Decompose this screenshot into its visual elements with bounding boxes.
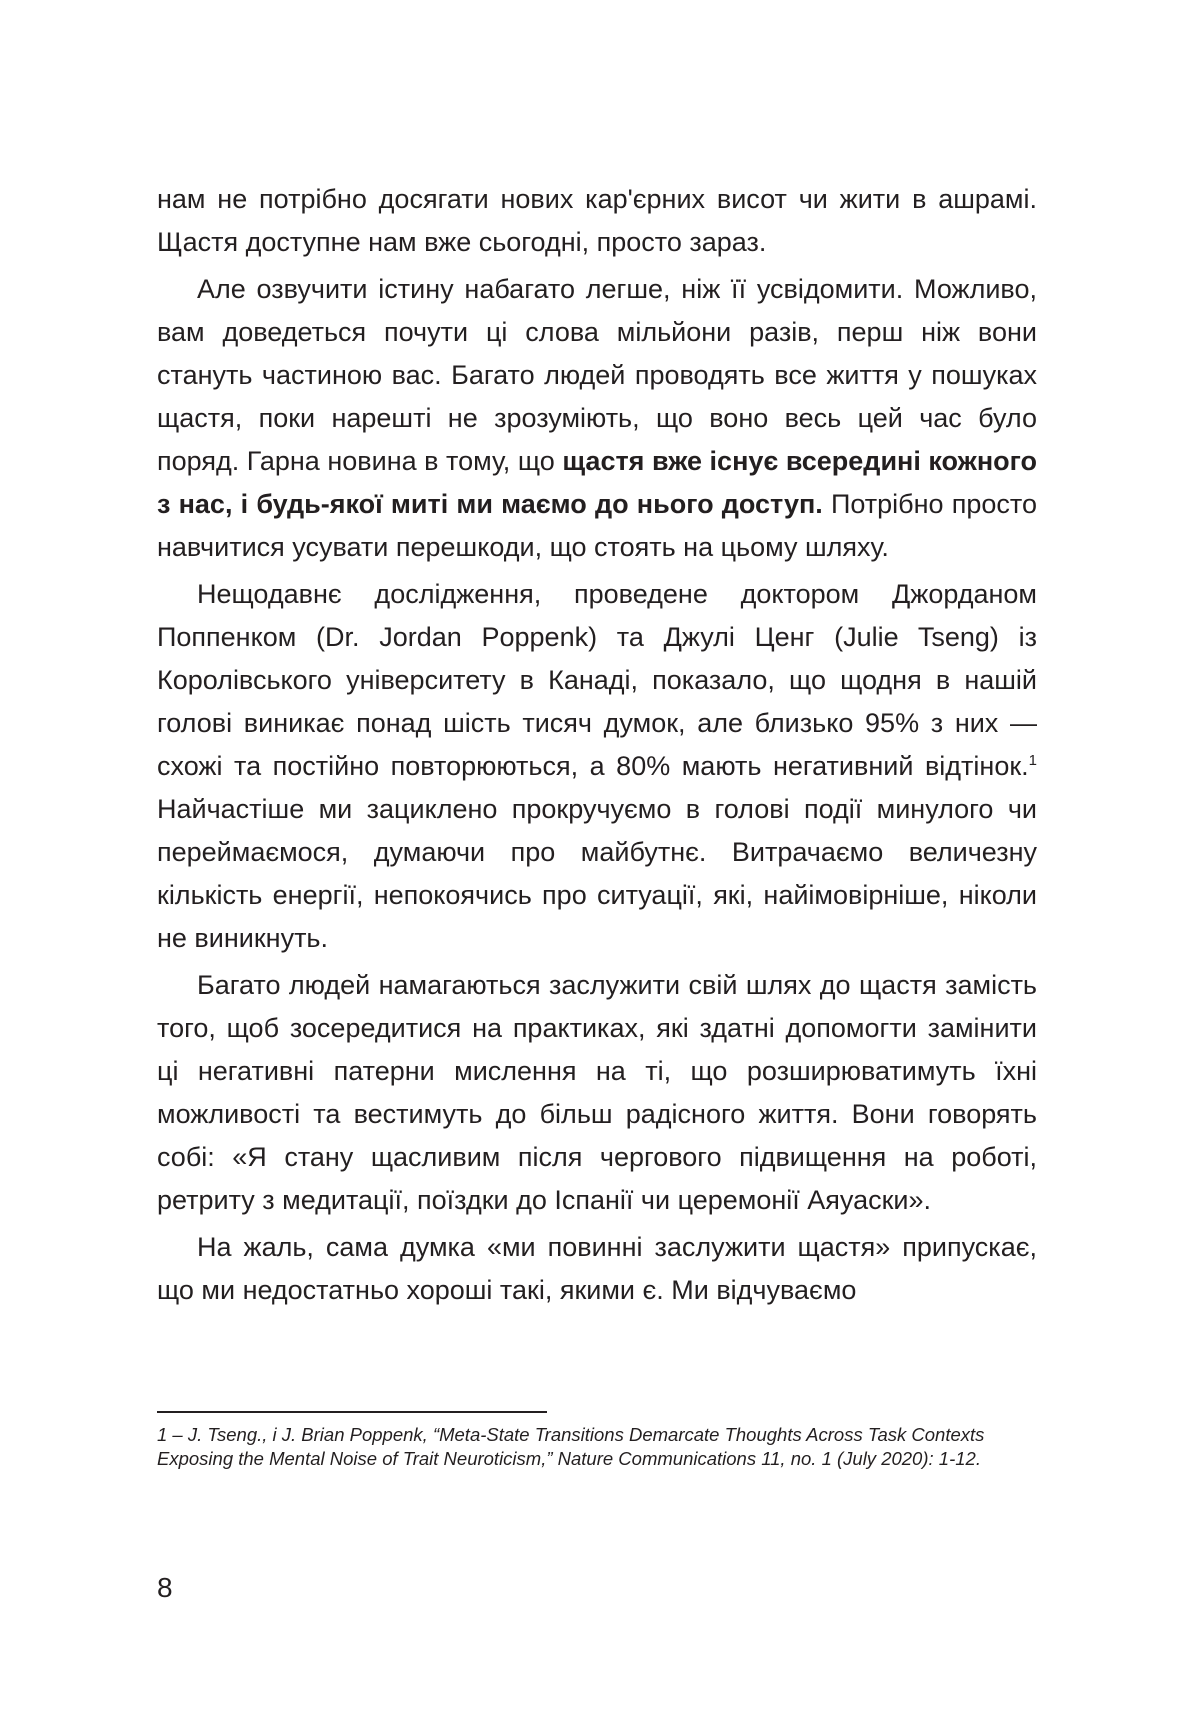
paragraph-4: Багато людей намагаються заслужити свій шлях до щастя замість того, щоб зосередитися на практиках, які здатні допомогти замінити ці негативні патерни мислення на ті, що розширюватимуть їхні можливості та вестимуть до більш радісного життя. Вони говорять собі: «Я стану щасливим після чергового підвищення на роботі, ретриту з медитації, поїздки до Іспанії чи церемонії Аяуаски». — [157, 970, 1037, 1215]
paragraph-3 — [157, 573, 1037, 960]
footnote-divider — [157, 1411, 547, 1413]
footnote-reference: 1 — [1028, 752, 1037, 769]
paragraph-1: нам не потрібно досягати нових кар'єрних висот чи жити в ашрамі. Щастя доступне нам вже сьогодні, просто зараз. — [157, 184, 1037, 257]
page-number: 8 — [157, 1572, 173, 1603]
paragraph-2-bold-text: щастя вже існує всередині кожного з нас, і будь-якої миті ми маємо до нього доступ. — [157, 446, 1038, 519]
footnote: 1 – J. Tseng., і J. Brian Poppenk, “Meta-State Transitions Demarcate Thoughts Across Task Contexts Exposing the Mental Noise of Trait Neuroticism,” Nature Communications 11, no. 1 (July 2020): 1-12. — [157, 1424, 985, 1469]
paragraph-2-text-a: Але озвучити істину набагато легше, ніж її усвідомити. Можливо, вам доведеться почути ці слова мільйони разів, перш ніж вони стануть частиною вас. Багато людей проводять все життя у пошуках щастя, поки нарешті не зрозуміють, що воно весь цей час було поряд. Гарна новина в тому, що — [157, 274, 1037, 476]
paragraph-5: На жаль, сама думка «ми повинні заслужити щастя» припускає, що ми недостатньо хороші такі, якими є. Ми відчуваємо — [157, 1232, 1037, 1305]
main-text — [157, 178, 1037, 1316]
paragraph-3-text-b: Найчастіше ми зациклено прокручуємо в голові події минулого чи переймаємося, думаючи про майбутнє. Витрачаємо величезну кількість енергії, непокоячись про ситуації, які, найімовірніше, ніколи не виникнуть. — [157, 794, 1037, 953]
paragraph-2-text-b: Потрібно просто навчитися усувати перешкоди, що стоять на цьому шляху. — [157, 489, 1037, 562]
paragraph-3-text-a: Нещодавнє дослідження, проведене доктором Джорданом Поппенком (Dr. Jordan Poppenk) та Джулі Ценг (Julie Tseng) із Королівського університету в Канаді, показало, що щодня в нашій голові виникає понад шість тисяч думок, але близько 95% з них — схожі та постійно повторюються, а 80% мають негативний відтінок. — [157, 579, 1037, 781]
paragraph-2 — [157, 268, 1037, 569]
